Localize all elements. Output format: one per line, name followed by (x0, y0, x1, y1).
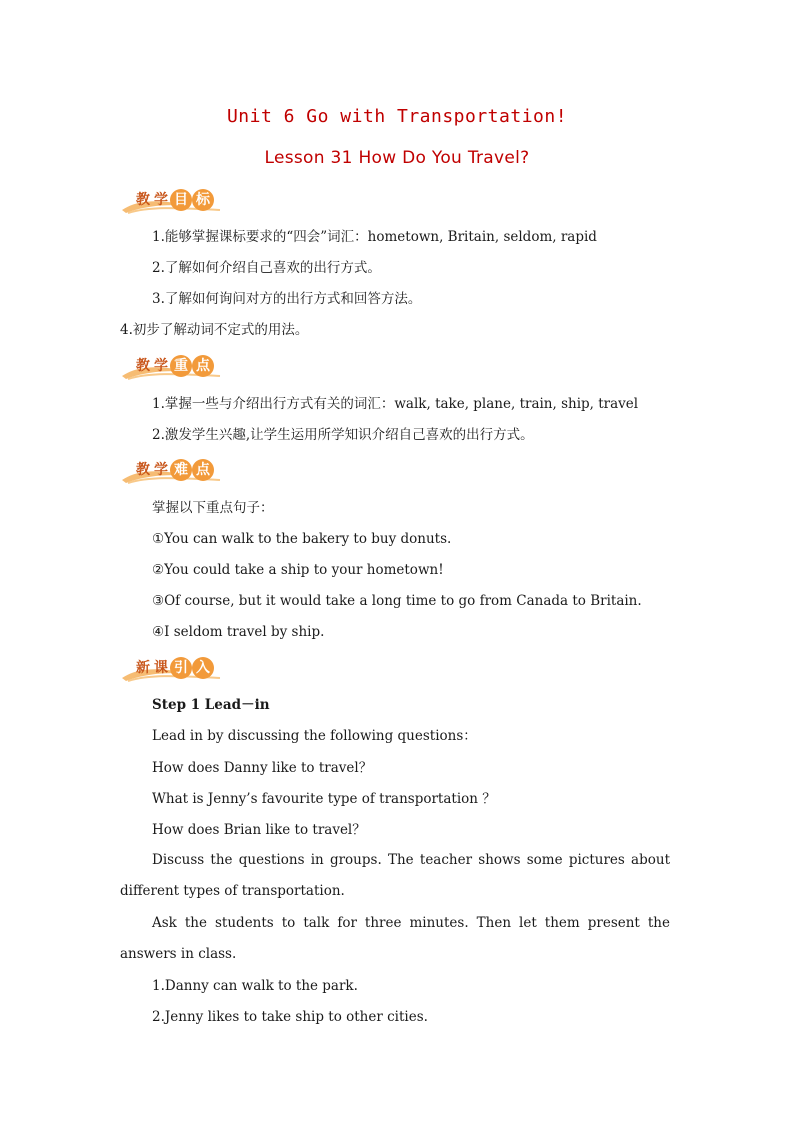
badge-char: 课 (154, 660, 168, 676)
badge-char-circle: 重 (170, 355, 192, 377)
objective-line: 4.初步了解动词不定式的用法。 (120, 322, 309, 338)
difficulty-line: 掌握以下重点句子： (152, 500, 274, 516)
step-heading: Step 1 Lead－in (152, 697, 270, 713)
badge-key-points (120, 352, 230, 382)
badge-char-circle: 目 (170, 189, 192, 211)
intro-line: How does Brian like to travel？ (152, 822, 366, 838)
intro-paragraph: Ask the students to talk for three minutes. Then let them present the answers in class. (120, 915, 670, 962)
unit-title: Unit 6 Go with Transportation! (226, 106, 568, 127)
badge-char-circle: 标 (192, 189, 214, 211)
badge-difficulties (120, 456, 230, 486)
badge-char-circle: 点 (192, 355, 214, 377)
badge-intro (120, 654, 230, 684)
difficulty-line: ①You can walk to the bakery to buy donuts. (152, 531, 452, 547)
badge-char: 学 (154, 192, 168, 208)
lesson-title: Lesson 31 How Do You Travel? (264, 148, 530, 168)
badge-char-circle: 引 (170, 657, 192, 679)
difficulty-line: ③Of course, but it would take a long time to go from Canada to Britain. (152, 593, 642, 609)
badge-char: 新 (136, 660, 150, 676)
difficulty-line: ④I seldom travel by ship. (152, 624, 325, 640)
key-point-line: 1.掌握一些与介绍出行方式有关的词汇：walk, take, plane, train, ship, travel (152, 396, 639, 412)
badge-char-circle: 难 (170, 459, 192, 481)
objective-line: 2.了解如何介绍自己喜欢的出行方式。 (152, 260, 381, 276)
badge-char: 学 (154, 358, 168, 374)
badge-char: 学 (154, 462, 168, 478)
objective-line: 3.了解如何询问对方的出行方式和回答方法。 (152, 291, 422, 307)
answer-line: 1.Danny can walk to the park. (152, 978, 358, 994)
key-point-line: 2.激发学生兴趣,让学生运用所学知识介绍自己喜欢的出行方式。 (152, 427, 534, 443)
intro-line: Lead in by discussing the following questions： (152, 728, 477, 744)
badge-char-circle: 点 (192, 459, 214, 481)
difficulty-line: ②You could take a ship to your hometown! (152, 562, 444, 578)
objective-line: 1.能够掌握课标要求的“四会”词汇：hometown, Britain, seldom, rapid (152, 229, 597, 245)
badge-char: 教 (136, 192, 150, 208)
intro-paragraph: Discuss the questions in groups. The teacher shows some pictures about different types of transportation. (120, 852, 670, 899)
badge-char: 教 (136, 358, 150, 374)
intro-line: What is Jenny’s favourite type of transportation ？ (152, 791, 496, 807)
badge-char: 教 (136, 462, 150, 478)
intro-line: How does Danny like to travel？ (152, 760, 373, 776)
answer-line: 2.Jenny likes to take ship to other cities. (152, 1009, 428, 1025)
badge-objectives (120, 186, 230, 216)
badge-char-circle: 入 (192, 657, 214, 679)
